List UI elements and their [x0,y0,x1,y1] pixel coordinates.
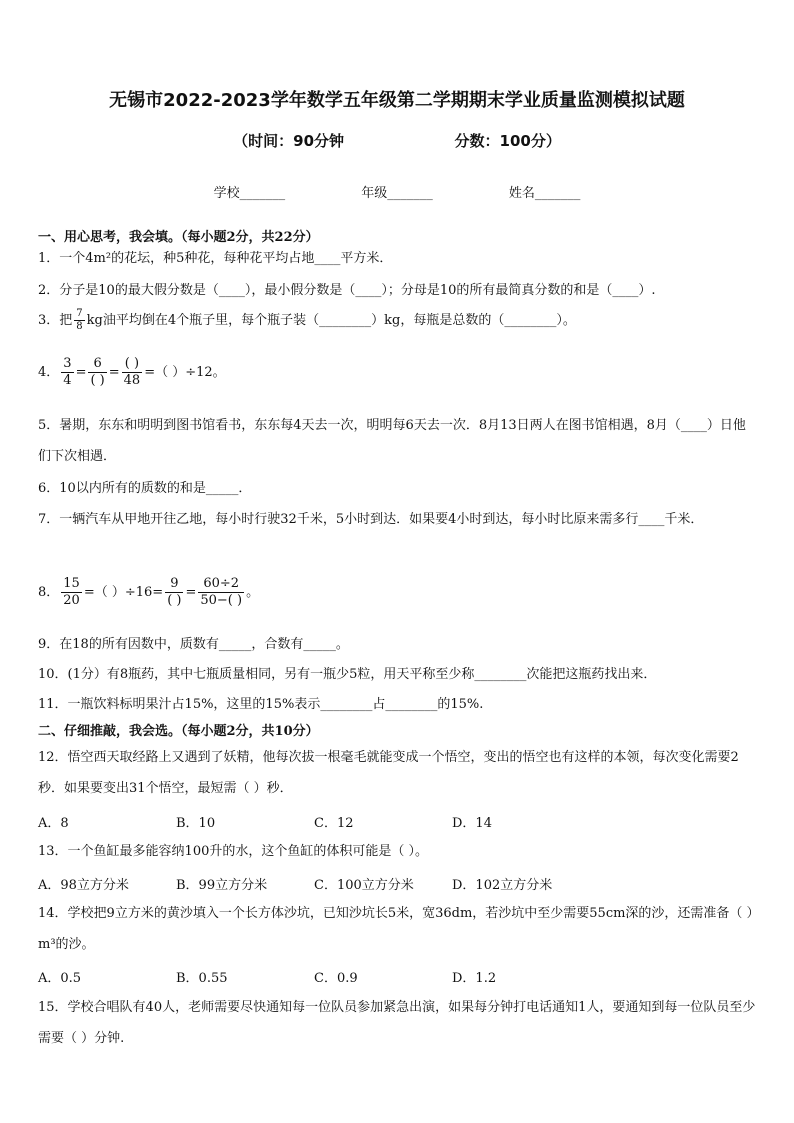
q3-fraction [74,308,84,333]
question-7: 7．一辆汽车从甲地开往乙地，每小时行驶32千米，5小时到达．如果要4小时到达，每小时比原来需多行____千米． [38,512,704,527]
question-8: 8． $\frac{15}{20}$ =（ ）÷16= $\frac{9}{( )}$ = $\frac{60\div 2}{50-( )}$ 。 [38,576,260,608]
q13-option-c[interactable]: C．100立方分米 [314,878,414,893]
question-9: 9．在18的所有因数中，质数有_____，合数有_____。 [38,637,349,652]
q4-fraction-1 [61,356,73,389]
q8-fraction-3 [198,576,244,609]
question-13: 13．一个鱼缸最多能容纳100升的水，这个鱼缸的体积可能是（ ）。 [38,844,428,859]
score-label: 分数：100分） [454,132,561,150]
question-1: 1．一个4m²的花坛，种5种花，每种花平均占地____平方米． [38,251,393,266]
question-14: 14．学校把9立方米的黄沙填入一个长方体沙坑，已知沙坑长5米，宽36dm，若沙坑中至少需要55cm深的沙，还需准备（ ）m³的沙。 [38,906,754,952]
q14-option-d[interactable]: D．1.2 [452,971,497,986]
q4-fraction-2 [88,356,106,389]
q12-option-d[interactable]: D．14 [452,816,492,831]
q14-option-a[interactable]: A．0.5 [38,971,82,986]
q8-f2-denominator: ( ) [167,593,182,608]
q14-option-b[interactable]: B．0.55 [176,971,228,986]
q4-f2-denominator: ( ) [90,373,105,388]
q3-suffix: kg油平均倒在4个瓶子里，每个瓶子装（________）kg，每瓶是总数的（________）。 [86,313,576,328]
name-field[interactable]: 姓名_______ [508,186,581,201]
question-14-options [38,967,590,986]
question-13-options [38,874,590,893]
q8-f3-denominator: 50−( ) [200,593,243,608]
q12-option-b[interactable]: B．10 [176,816,216,831]
question-12-options [38,812,590,831]
question-5: 5．暑期，东东和明明到图书馆看书，东东每4天去一次，明明每6天去一次．8月13日两人在图书馆相遇，8月（____）日他们下次相遇． [38,418,746,464]
q4-suffix: =（ ）÷12。 [144,365,226,380]
q8-prefix: 8． [38,585,60,600]
q3-prefix: 3．把 [38,313,73,328]
question-15: 15．学校合唱队有40人，老师需要尽快通知每一位队员参加紧急出演，如果每分钟打电话通知1人，要通知到每一位队员至少需要（ ）分钟. [38,1000,756,1046]
q8-fraction-2 [165,576,183,609]
q8-f1-denominator: 20 [63,593,80,608]
section-heading-2: 二、仔细推敲，我会选。（每小题2分，共10分） [38,724,319,739]
time-label: （时间：90分钟 [233,132,345,150]
question-2: 2．分子是10的最大假分数是（____），最小假分数是（____）；分母是10的所有最简真分数的和是（____）. [38,283,656,298]
q14-option-c[interactable]: C．0.9 [314,971,358,986]
question-10: 10．(1分）有8瓶药，其中七瓶质量相同，另有一瓶少5粒，用天平称至少称________次能把这瓶药找出来． [38,667,657,682]
q13-option-a[interactable]: A．98立方分米 [38,878,129,893]
q8-f1-numerator: 15 [63,576,80,591]
q12-option-a[interactable]: A．8 [38,816,69,831]
q4-f1-numerator: 3 [63,356,72,371]
exam-info [0,130,794,151]
question-12: 12．悟空西天取经路上又遇到了妖精，他每次拔一根毫毛就能变成一个悟空，变出的悟空也有这样的本领，每次变化需要2秒．如果要变出31个悟空，最短需（ ）秒． [38,750,739,796]
q4-f3-numerator: ( ) [122,356,143,373]
q4-fraction-3 [122,356,143,389]
question-3 [38,308,758,333]
q3-numerator: 7 [76,308,83,319]
question-4: 4． $\frac{3}{4}$ = $\frac{6}{( )}$ = $\frac{( )}{48}$ =（ ）÷12。 [38,356,226,388]
q8-f3-numerator: 60÷2 [198,576,244,593]
grade-field[interactable]: 年级_______ [361,186,433,201]
q8-suffix: 。 [246,585,260,600]
q8-mid: =（ ）÷16= [83,585,164,600]
q4-f2-numerator: 6 [88,356,106,373]
question-6: 6．10以内所有的质数的和是_____． [38,481,252,496]
q12-option-c[interactable]: C．12 [314,816,354,831]
q8-f2-numerator: 9 [165,576,183,593]
q8-fraction-1 [61,576,82,609]
question-11: 11．一瓶饮料标明果汁占15%，这里的15%表示________占________的15%. [38,697,484,712]
student-fields [0,182,794,201]
q4-f3-denominator: 48 [123,373,141,388]
page-title: 无锡市2022-2023学年数学五年级第二学期期末学业质量监测模拟试题 [109,90,685,111]
q13-option-b[interactable]: B．99立方分米 [176,878,268,893]
section-heading-1: 一、用心思考，我会填。（每小题2分，共22分） [38,230,319,245]
school-field[interactable]: 学校_______ [213,186,286,201]
q4-f1-denominator: 4 [63,373,72,388]
q13-option-d[interactable]: D．102立方分米 [452,878,553,893]
q4-prefix: 4． [38,365,60,380]
q3-denominator: 8 [76,321,83,332]
